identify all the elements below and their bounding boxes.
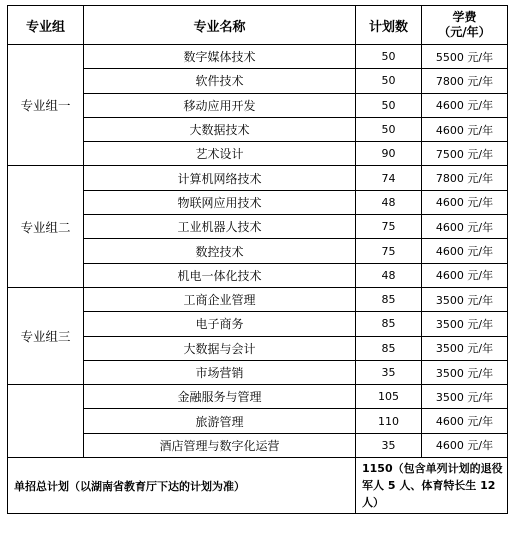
fee-cell: 4600 元/年: [422, 93, 508, 117]
fee-cell: 4600 元/年: [422, 409, 508, 433]
fee-cell: 7800 元/年: [422, 166, 508, 190]
plan-cell: 48: [356, 263, 422, 287]
plan-cell: 105: [356, 385, 422, 409]
enrollment-plan-table-container: [7, 5, 508, 514]
header-fee: [422, 6, 508, 45]
fee-cell: 7500 元/年: [422, 142, 508, 166]
total-plan-label: 单招总计划（以湖南省教育厅下达的计划为准）: [8, 458, 356, 514]
plan-cell: 85: [356, 336, 422, 360]
header-row: [8, 6, 508, 45]
header-fee-line2: （元/年）: [438, 25, 491, 39]
major-cell: 大数据技术: [84, 117, 356, 141]
enrollment-plan-table: [7, 5, 508, 514]
header-plan: 计划数: [356, 6, 422, 45]
table-row: [8, 385, 508, 409]
major-cell: 工业机器人技术: [84, 215, 356, 239]
plan-cell: 75: [356, 239, 422, 263]
table-row: [8, 433, 508, 457]
major-cell: 艺术设计: [84, 142, 356, 166]
fee-cell: 3500 元/年: [422, 360, 508, 384]
plan-cell: 35: [356, 360, 422, 384]
fee-cell: 3500 元/年: [422, 385, 508, 409]
header-fee-line1: 学费: [452, 10, 477, 24]
fee-cell: 4600 元/年: [422, 117, 508, 141]
major-cell: 数字媒体技术: [84, 45, 356, 69]
table-row: [8, 409, 508, 433]
header-major: 专业名称: [84, 6, 356, 45]
header-group: 专业组: [8, 6, 84, 45]
group-cell: 专业组二: [8, 166, 84, 287]
major-cell: 计算机网络技术: [84, 166, 356, 190]
plan-cell: 50: [356, 93, 422, 117]
plan-cell: 85: [356, 312, 422, 336]
fee-cell: 7800 元/年: [422, 69, 508, 93]
plan-cell: 75: [356, 215, 422, 239]
major-cell: 电子商务: [84, 312, 356, 336]
plan-cell: 90: [356, 142, 422, 166]
plan-cell: 50: [356, 45, 422, 69]
total-plan-value: 1150（包含单列计划的退役军人 5 人、体育特长生 12 人）: [356, 458, 508, 514]
table-row: [8, 45, 508, 69]
plan-cell: 110: [356, 409, 422, 433]
plan-cell: 74: [356, 166, 422, 190]
plan-cell: 35: [356, 433, 422, 457]
fee-cell: 4600 元/年: [422, 433, 508, 457]
fee-cell: 4600 元/年: [422, 190, 508, 214]
footer-row: [8, 458, 508, 514]
plan-cell: 50: [356, 69, 422, 93]
plan-cell: 85: [356, 287, 422, 311]
major-cell: 机电一体化技术: [84, 263, 356, 287]
group-cell: 专业组三: [8, 287, 84, 384]
major-cell: 软件技术: [84, 69, 356, 93]
major-cell: 酒店管理与数字化运营: [84, 433, 356, 457]
major-cell: 市场营销: [84, 360, 356, 384]
plan-cell: 48: [356, 190, 422, 214]
fee-cell: 3500 元/年: [422, 336, 508, 360]
empty-group-cell: [8, 385, 84, 409]
major-cell: 工商企业管理: [84, 287, 356, 311]
empty-group-cell: [8, 409, 84, 433]
fee-cell: 4600 元/年: [422, 239, 508, 263]
fee-cell: 4600 元/年: [422, 215, 508, 239]
major-cell: 旅游管理: [84, 409, 356, 433]
table-row: [8, 287, 508, 311]
empty-group-cell: [8, 433, 84, 457]
plan-cell: 50: [356, 117, 422, 141]
table-row: [8, 166, 508, 190]
major-cell: 物联网应用技术: [84, 190, 356, 214]
fee-cell: 5500 元/年: [422, 45, 508, 69]
fee-cell: 3500 元/年: [422, 312, 508, 336]
major-cell: 移动应用开发: [84, 93, 356, 117]
major-cell: 金融服务与管理: [84, 385, 356, 409]
group-cell: 专业组一: [8, 45, 84, 166]
major-cell: 数控技术: [84, 239, 356, 263]
fee-cell: 4600 元/年: [422, 263, 508, 287]
major-cell: 大数据与会计: [84, 336, 356, 360]
fee-cell: 3500 元/年: [422, 287, 508, 311]
